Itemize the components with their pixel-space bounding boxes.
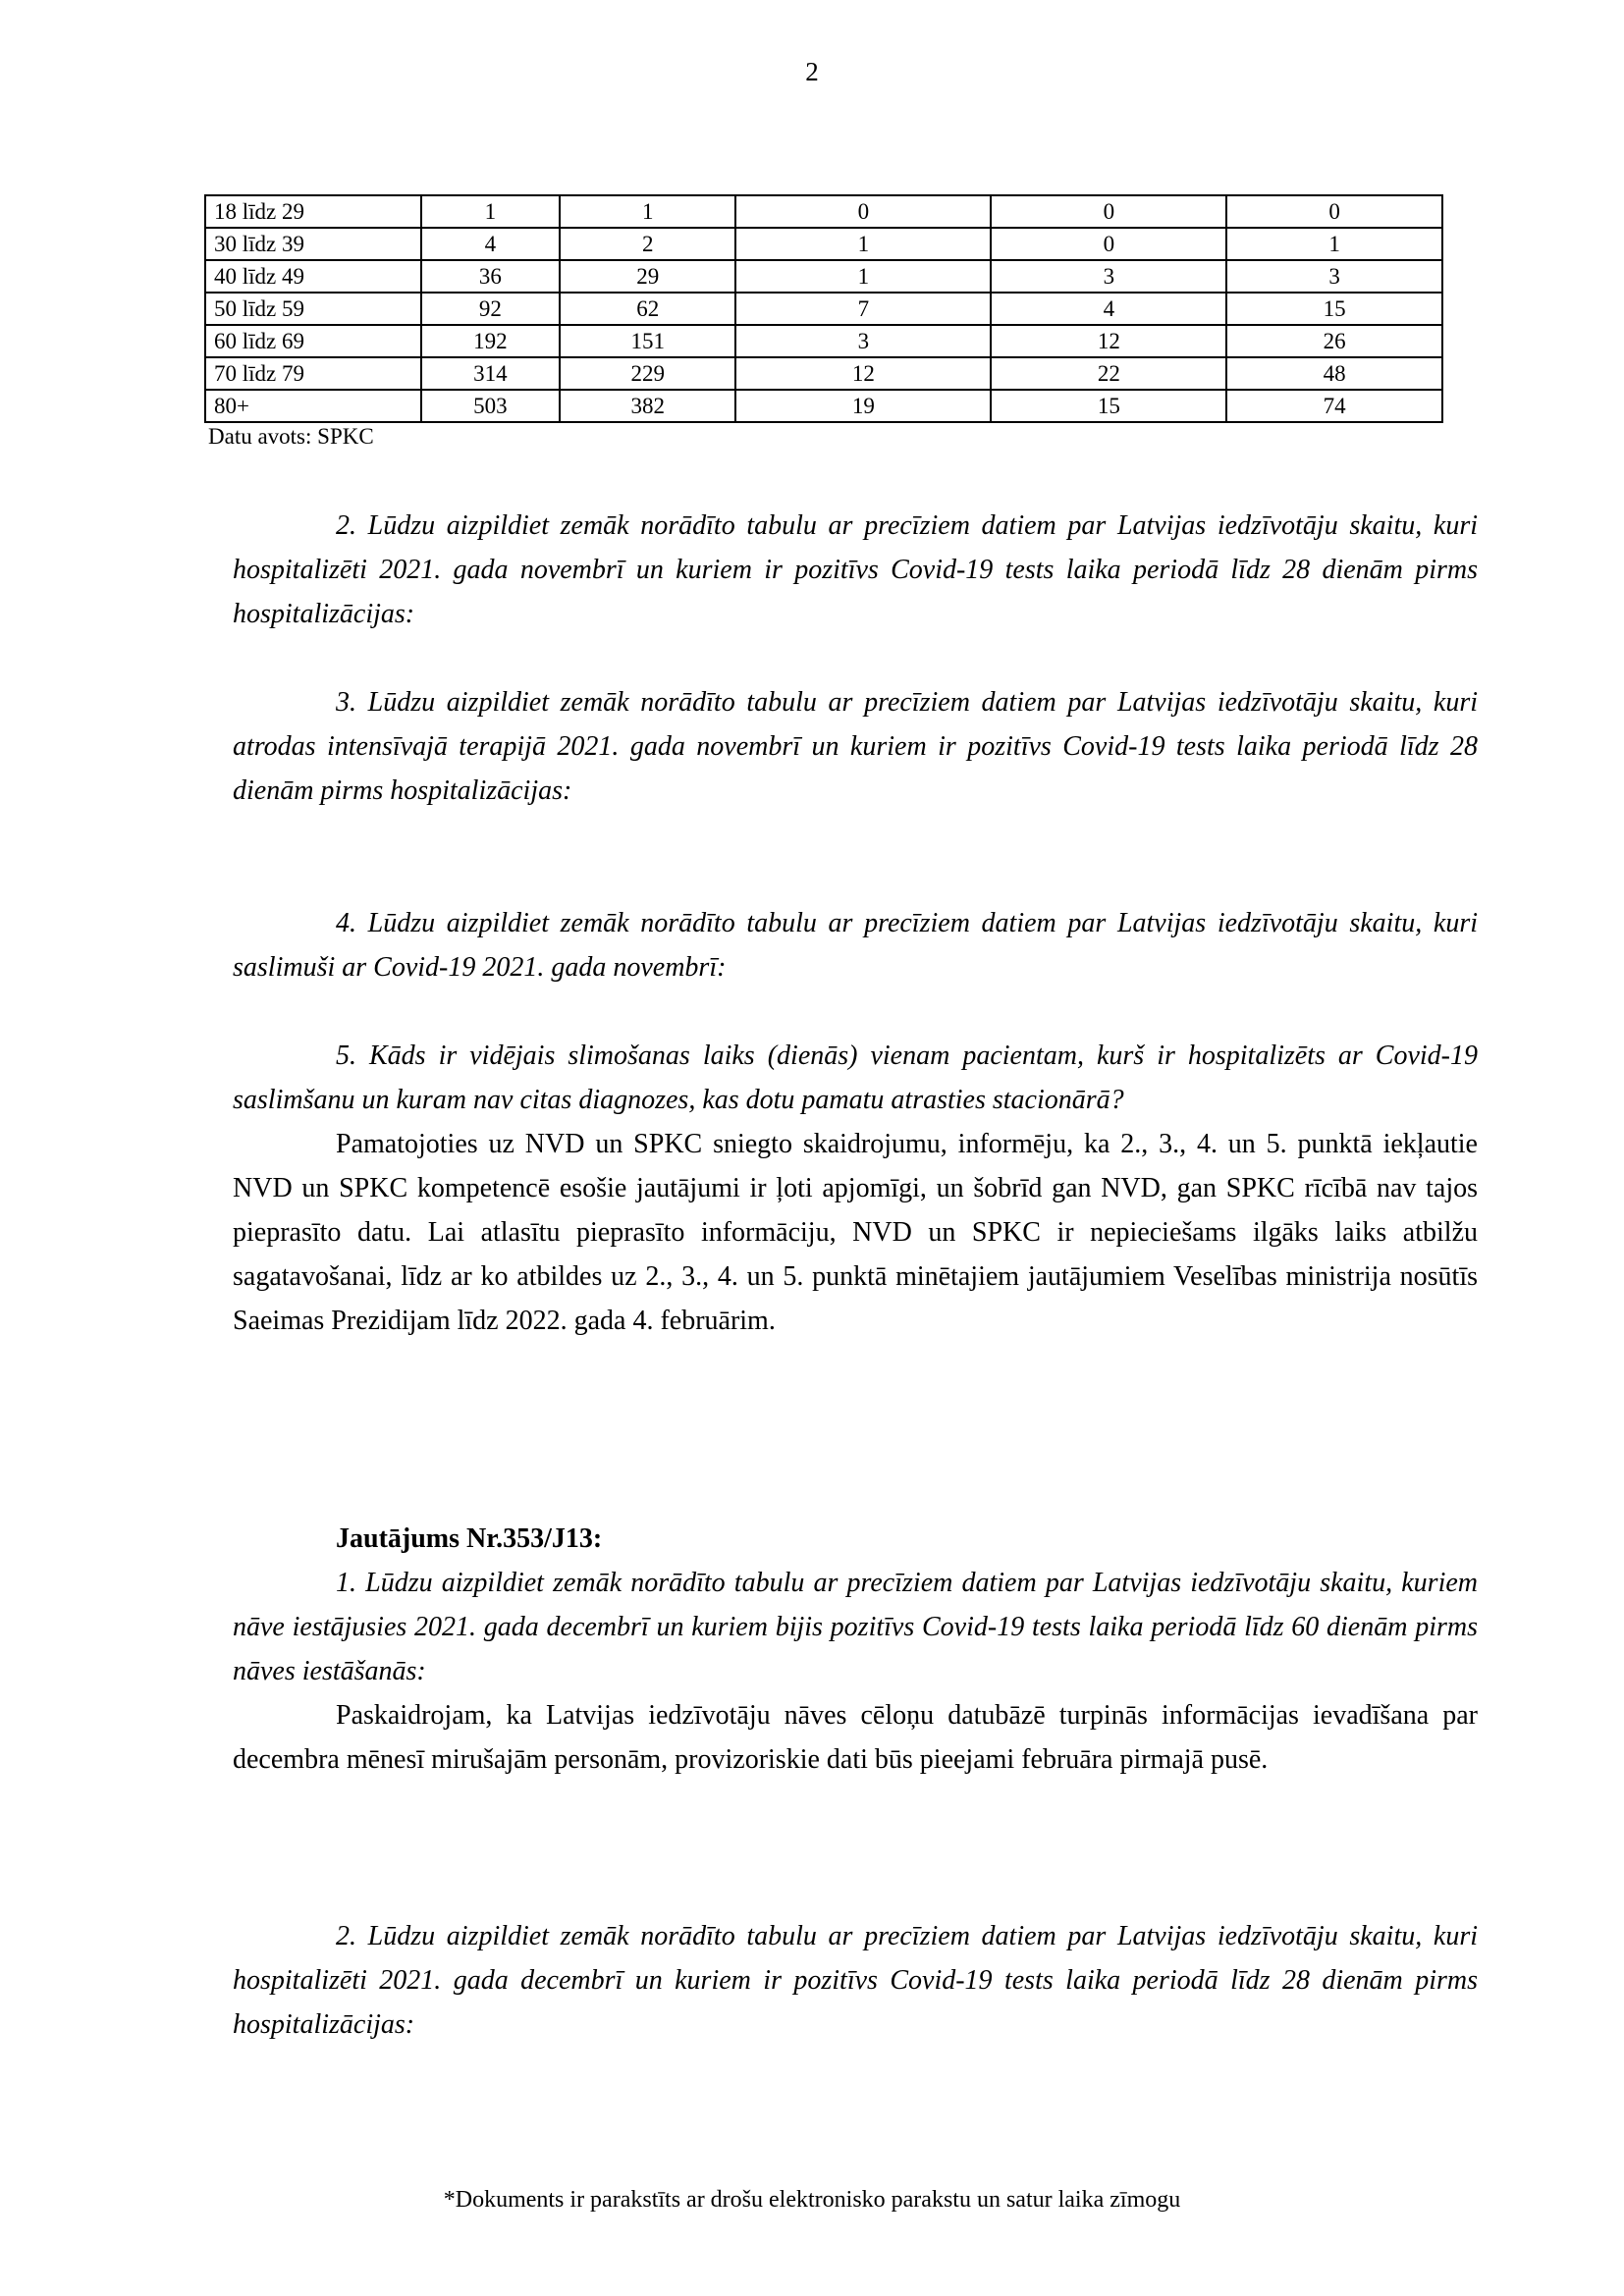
value-cell: 0 [735, 195, 991, 228]
question-2-december [233, 1914, 1478, 2047]
table-row [205, 293, 1442, 325]
age-group-cell: 50 līdz 59 [205, 293, 421, 325]
question-5-and-answer [233, 1034, 1478, 1343]
question-text: 3. Lūdzu aizpildiet zemāk norādīto tabulu ar precīziem datiem par Latvijas iedzīvotāju skaitu, kuri atrodas intensīvajā terapijā 2021. gada novembrī un kuriem ir pozitīvs Covid-19 tests laika periodā līdz 28 dienām pirms hospitalizācijas: [233, 687, 1478, 806]
value-cell: 2 [560, 228, 735, 260]
value-cell: 503 [421, 390, 560, 422]
question-text: 2. Lūdzu aizpildiet zemāk norādīto tabulu ar precīziem datiem par Latvijas iedzīvotāju skaitu, kuri hospitalizēti 2021. gada decembrī un kuriem ir pozitīvs Covid-19 tests laika periodā līdz 28 dienām pirms hospitalizācijas: [233, 1921, 1478, 2040]
age-group-cell: 40 līdz 49 [205, 260, 421, 293]
value-cell: 4 [421, 228, 560, 260]
value-cell: 48 [1226, 357, 1442, 390]
inquiry-353 [233, 1517, 1478, 1782]
table-row [205, 390, 1442, 422]
question-2 [233, 504, 1478, 636]
age-group-cell: 80+ [205, 390, 421, 422]
table-row [205, 357, 1442, 390]
value-cell: 192 [421, 325, 560, 357]
table-row [205, 325, 1442, 357]
table-row [205, 195, 1442, 228]
value-cell: 22 [991, 357, 1226, 390]
signature-footer: *Dokuments ir parakstīts ar drošu elektronisko parakstu un satur laika zīmogu [443, 2187, 1181, 2213]
question-text: 1. Lūdzu aizpildiet zemāk norādīto tabulu ar precīziem datiem par Latvijas iedzīvotāju skaitu, kuriem nāve iestājusies 2021. gada decembrī un kuriem bijis pozitīvs Covid-19 tests laika periodā līdz 60 dienām pirms nāves iestāšanās: [233, 1568, 1478, 1686]
value-cell: 19 [735, 390, 991, 422]
value-cell: 3 [735, 325, 991, 357]
question-text: 2. Lūdzu aizpildiet zemāk norādīto tabulu ar precīziem datiem par Latvijas iedzīvotāju skaitu, kuri hospitalizēti 2021. gada novembrī un kuriem ir pozitīvs Covid-19 tests laika periodā līdz 28 dienām pirms hospitalizācijas: [233, 510, 1478, 629]
value-cell: 74 [1226, 390, 1442, 422]
table-row [205, 260, 1442, 293]
value-cell: 1 [560, 195, 735, 228]
value-cell: 1 [735, 228, 991, 260]
value-cell: 3 [991, 260, 1226, 293]
value-cell: 1 [421, 195, 560, 228]
value-cell: 92 [421, 293, 560, 325]
value-cell: 12 [735, 357, 991, 390]
answer-text: Paskaidrojam, ka Latvijas iedzīvotāju nāves cēloņu datubāzē turpinās informācijas ievadīšana par decembra mēnesī mirušajām personām, provizoriskie dati būs pieejami februāra pirmajā pusē. [233, 1700, 1478, 1775]
value-cell: 0 [1226, 195, 1442, 228]
value-cell: 0 [991, 228, 1226, 260]
question-4 [233, 901, 1478, 989]
question-3 [233, 680, 1478, 813]
value-cell: 151 [560, 325, 735, 357]
value-cell: 26 [1226, 325, 1442, 357]
page-number: 2 [805, 57, 819, 86]
value-cell: 382 [560, 390, 735, 422]
age-group-cell: 18 līdz 29 [205, 195, 421, 228]
age-group-cell: 60 līdz 69 [205, 325, 421, 357]
value-cell: 12 [991, 325, 1226, 357]
value-cell: 229 [560, 357, 735, 390]
value-cell: 29 [560, 260, 735, 293]
age-group-table [204, 194, 1443, 423]
value-cell: 36 [421, 260, 560, 293]
value-cell: 0 [991, 195, 1226, 228]
inquiry-heading: Jautājums Nr.353/J13: [336, 1523, 603, 1554]
table-source: Datu avots: SPKC [208, 424, 374, 449]
value-cell: 314 [421, 357, 560, 390]
value-cell: 4 [991, 293, 1226, 325]
value-cell: 62 [560, 293, 735, 325]
value-cell: 1 [735, 260, 991, 293]
question-text: 4. Lūdzu aizpildiet zemāk norādīto tabulu ar precīziem datiem par Latvijas iedzīvotāju skaitu, kuri saslimuši ar Covid-19 2021. gada novembrī: [233, 908, 1478, 983]
age-group-cell: 70 līdz 79 [205, 357, 421, 390]
value-cell: 1 [1226, 228, 1442, 260]
question-text: 5. Kāds ir vidējais slimošanas laiks (dienās) vienam pacientam, kurš ir hospitalizēts ar Covid-19 saslimšanu un kuram nav citas diagnozes, kas dotu pamatu atrasties stacionārā? [233, 1041, 1478, 1115]
value-cell: 15 [991, 390, 1226, 422]
table-row [205, 228, 1442, 260]
value-cell: 15 [1226, 293, 1442, 325]
value-cell: 3 [1226, 260, 1442, 293]
value-cell: 7 [735, 293, 991, 325]
age-group-cell: 30 līdz 39 [205, 228, 421, 260]
answer-text: Pamatojoties uz NVD un SPKC sniegto skaidrojumu, informēju, ka 2., 3., 4. un 5. punktā iekļautie NVD un SPKC kompetencē esošie jautājumi ir ļoti apjomīgi, un šobrīd gan NVD, gan SPKC rīcībā nav tajos pieprasīto datu. Lai atlasītu pieprasīto informāciju, NVD un SPKC ir nepieciešams ilgāks laiks atbilžu sagatavošanai, līdz ar ko atbildes uz 2., 3., 4. un 5. punktā minētajiem jautājumiem Veselības ministrija nosūtīs Saeimas Prezidijam līdz 2022. gada 4. februārim. [233, 1129, 1478, 1336]
